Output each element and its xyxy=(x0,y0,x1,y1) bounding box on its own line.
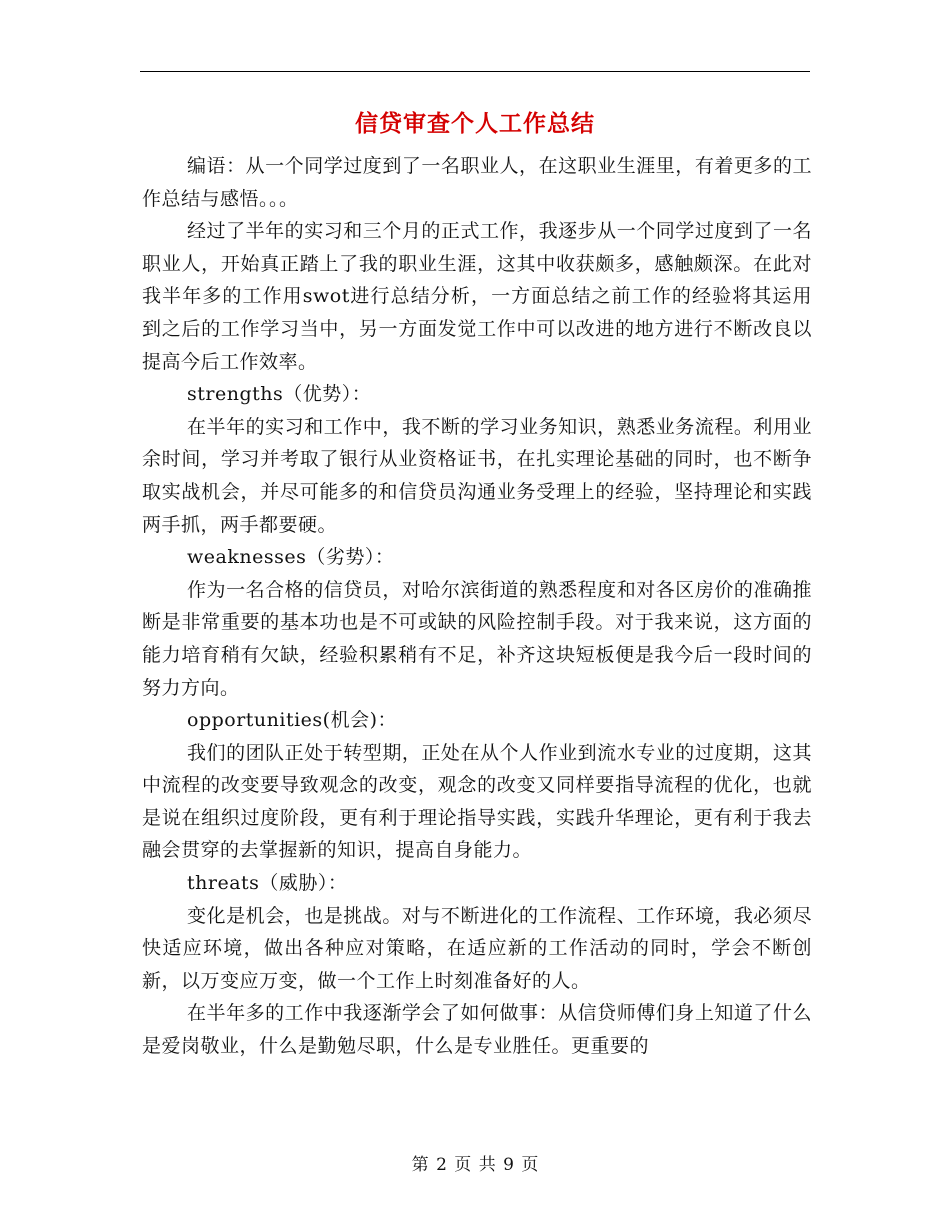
section-heading-weaknesses: weaknesses（劣势）： xyxy=(187,546,395,569)
section-heading-strengths: strengths（优势）： xyxy=(187,383,372,406)
paragraph-overview: 经过了半年的实习和三个月的正式工作，我逐步从一个同学过度到了一名职业人，开始真正踏上了我的职业生涯，这其中收获颇多，感触颇深。在此对我半年多的工作用swot进行总结分析，一方面总结之前工作的经验将其运用到之后的工作学习当中，另一方面发觉工作中可以改进的地方进行不断改良以提高今后工作效率。 xyxy=(142,220,812,373)
paragraph-intro: 编语：从一个同学过度到了一名职业人，在这职业生涯里，有着更多的工作总结与感悟。。。 xyxy=(142,155,812,210)
paragraph-weaknesses: 作为一名合格的信贷员，对哈尔滨街道的熟悉程度和对各区房价的准确推断是非常重要的基本功也是不可或缺的风险控制手段。对于我来说，这方面的能力培育稍有欠缺，经验积累稍有不足，补齐这块短板便是我今后一段时间的努力方向。 xyxy=(142,578,812,699)
paragraph-threats: 变化是机会，也是挑战。对与不断进化的工作流程、工作环境，我必须尽快适应环境，做出各种应对策略，在适应新的工作活动的同时，学会不断创新，以万变应万变，做一个工作上时刻准备好的人。 xyxy=(142,904,812,992)
document-body xyxy=(142,150,812,1063)
header-rule xyxy=(140,71,810,72)
paragraph-opportunities: 我们的团队正处于转型期，正处在从个人作业到流水专业的过度期，这其中流程的改变要导致观念的改变，观念的改变又同样要指导流程的优化，也就是说在组织过度阶段，更有利于理论指导实践，实践升华理论，更有利于我去融会贯穿的去掌握新的知识，提高自身能力。 xyxy=(142,741,812,862)
paragraph-strengths: 在半年的实习和工作中，我不断的学习业务知识，熟悉业务流程。利用业余时间，学习并考取了银行从业资格证书，在扎实理论基础的同时，也不断争取实战机会，并尽可能多的和信贷员沟通业务受理上的经验，坚持理论和实践两手抓，两手都要硬。 xyxy=(142,415,812,536)
paragraph-conclusion: 在半年多的工作中我逐渐学会了如何做事：从信贷师傅们身上知道了什么是爱岗敬业，什么是勤勉尽职，什么是专业胜任。更重要的 xyxy=(142,1002,812,1058)
section-heading-opportunities: opportunities(机会)： xyxy=(187,709,398,732)
page-number: 第 2 页 共 9 页 xyxy=(411,1155,539,1175)
section-heading-threats: threats（威胁）： xyxy=(187,872,348,895)
document-title: 信贷审查个人工作总结 xyxy=(355,110,595,137)
